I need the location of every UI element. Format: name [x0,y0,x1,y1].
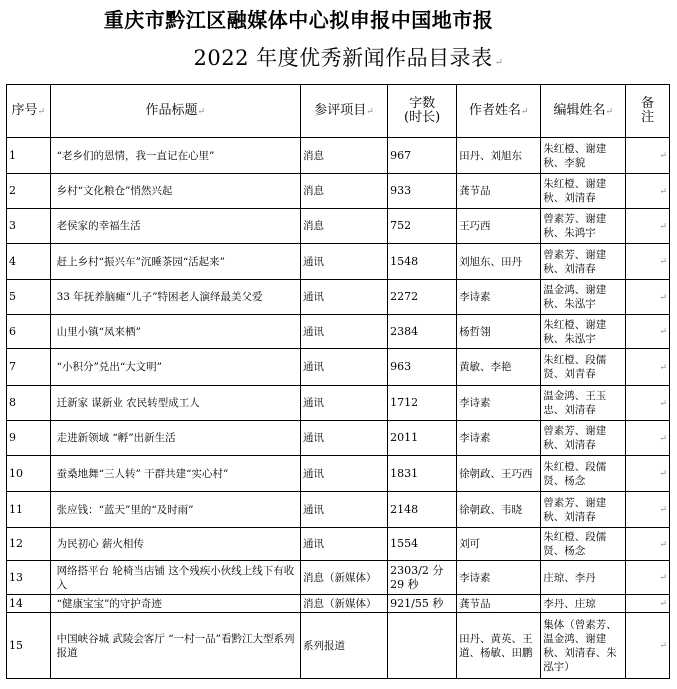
title-cell: “小积分”兑出“大文明” [50,349,300,386]
category-cell: 消息（新媒体） [300,595,387,613]
editors-cell: 温金鸿、王玉忠、刘清春 [541,386,626,421]
length-cell: 933 [388,174,457,209]
table-row [7,349,670,386]
editors-cell: 朱红橙、段儒贤、刘青春 [541,349,626,386]
category-cell: 通讯 [300,315,387,349]
seq-cell: 1 [7,138,51,174]
editors-cell: 温金鸿、谢建秋、朱泓宇 [541,280,626,315]
category-cell: 通讯 [300,528,387,561]
title-cell: 33 年抚养脑瘫“儿子”特困老人演绎最美父爱 [50,280,300,315]
table-row [7,613,670,679]
table-row [7,561,670,595]
notes-cell [626,421,670,456]
seq-cell: 3 [7,209,51,244]
authors-cell: 刘旭东、田丹 [457,244,541,280]
notes-cell [626,138,670,174]
category-cell: 消息 [300,209,387,244]
category-cell: 通讯 [300,421,387,456]
table-row [7,595,670,613]
seq-cell: 2 [7,174,51,209]
seq-cell: 13 [7,561,51,595]
header-editors: 编辑姓名↵ [541,85,626,138]
table-row [7,456,670,492]
category-cell: 消息（新媒体） [300,561,387,595]
title-cell: 中国峡谷城 武陵会客厅 “一村一品”看黔江大型系列报道 [50,613,300,679]
authors-cell: 王巧西 [457,209,541,244]
notes-cell [626,315,670,349]
authors-cell: 黄敏、李艳 [457,349,541,386]
notes-cell [626,209,670,244]
table-row [7,280,670,315]
header-authors: 作者姓名↵ [457,85,541,138]
authors-cell: 李诗素 [457,280,541,315]
paragraph-mark-icon: ↵ [659,641,667,651]
paragraph-mark-icon: ↵ [659,362,667,373]
paragraph-mark-icon: ↵ [659,186,667,197]
title-cell: 山里小镇“凤来栖” [50,315,300,349]
notes-cell [626,456,670,492]
seq-cell: 7 [7,349,51,386]
paragraph-mark-icon: ↵ [659,398,667,409]
document-title-line1: 重庆市黔江区融媒体中心拟申报中国地市报 [103,8,494,32]
category-cell: 通讯 [300,244,387,280]
notes-cell [626,386,670,421]
works-table [6,84,670,679]
length-cell: 2148 [388,492,457,528]
seq-cell: 15 [7,613,51,679]
paragraph-mark-icon: ↵ [659,573,667,583]
notes-cell [626,280,670,315]
authors-cell: 刘可 [457,528,541,561]
authors-cell: 徐朝政、王巧西 [457,456,541,492]
notes-cell [626,561,670,595]
header-seq: 序号↵ [7,85,51,138]
notes-cell [626,174,670,209]
length-cell: 963 [388,349,457,386]
length-cell: 1712 [388,386,457,421]
editors-cell: 朱红橙、谢建秋、刘清春 [541,174,626,209]
title-cell: 蚕桑地舞“三人转” 干群共建“实心村” [50,456,300,492]
authors-cell: 李诗素 [457,386,541,421]
authors-cell: 田丹、黄英、王道、杨敏、田鹏 [457,613,541,679]
paragraph-mark-icon: ↵ [659,257,667,267]
notes-cell [626,244,670,280]
editors-cell: 朱红橙、谢建秋、李貌 [541,138,626,174]
header-notes: 备 注 [626,85,670,138]
editors-cell: 朱红橙、段儒贤、杨念 [541,456,626,492]
table-row [7,315,670,349]
authors-cell: 杨哲翎 [457,315,541,349]
table-row [7,209,670,244]
length-cell: 921/55 秒 [388,595,457,613]
editors-cell: 曾素芳、谢建秋、刘清春 [541,492,626,528]
paragraph-mark-icon: ↵ [659,539,667,550]
table-row [7,492,670,528]
category-cell: 通讯 [300,456,387,492]
editors-cell: 朱红橙、段儒贤、杨念 [541,528,626,561]
category-cell: 通讯 [300,492,387,528]
table-row [7,528,670,561]
header-length: 字数 (时长) [388,85,457,138]
length-cell: 752 [388,209,457,244]
title-cell: 网络搭平台 轮椅当店铺 这个残疾小伙线上线下有收入 [50,561,300,595]
title-cell: 赶上乡村“振兴车”沉睡茶园“活起来” [50,244,300,280]
seq-cell: 5 [7,280,51,315]
editors-cell: 朱红橙、谢建秋、朱泓宇 [541,315,626,349]
header-title: 作品标题↵ [50,85,300,138]
paragraph-mark-icon: ↵ [659,327,667,337]
length-cell: 1831 [388,456,457,492]
seq-cell: 12 [7,528,51,561]
paragraph-mark-icon: ↵ [659,151,667,161]
document-title-line2: 2022 年度优秀新闻作品目录表 ↵ [193,46,504,70]
title-cell: 张应钱：“蓝天”里的“及时雨” [50,492,300,528]
table-row [7,386,670,421]
editors-cell: 曾素芳、谢建秋、刘清春 [541,244,626,280]
editors-cell: 庄琼、李丹 [541,561,626,595]
paragraph-mark-icon: ↵ [659,469,667,479]
paragraph-mark-icon: ↵ [659,292,667,303]
notes-cell [626,492,670,528]
table-row [7,174,670,209]
length-cell: 2303/2 分 29 秒 [388,561,457,595]
paragraph-mark-icon: ↵ [659,221,667,232]
seq-cell: 10 [7,456,51,492]
notes-cell [626,613,670,679]
length-cell: 2272 [388,280,457,315]
notes-cell [626,349,670,386]
seq-cell: 14 [7,595,51,613]
seq-cell: 9 [7,421,51,456]
title-cell: “老乡们的恩情，我一直记在心里” [50,138,300,174]
editors-cell: 曾素芳、谢建秋、刘清春 [541,421,626,456]
seq-cell: 6 [7,315,51,349]
table-row [7,244,670,280]
table-row [7,421,670,456]
category-cell: 通讯 [300,386,387,421]
length-cell: 967 [388,138,457,174]
seq-cell: 4 [7,244,51,280]
title-cell: 老侯家的幸福生活 [50,209,300,244]
notes-cell [626,528,670,561]
authors-cell: 李诗素 [457,421,541,456]
editors-cell: 曾素芳、谢建秋、朱鸿宇 [541,209,626,244]
length-cell [388,613,457,679]
seq-cell: 11 [7,492,51,528]
length-cell: 2011 [388,421,457,456]
length-cell: 1554 [388,528,457,561]
header-category: 参评项目↵ [300,85,387,138]
category-cell: 系列报道 [300,613,387,679]
category-cell: 消息 [300,138,387,174]
category-cell: 通讯 [300,280,387,315]
category-cell: 消息 [300,174,387,209]
table-row [7,138,670,174]
length-cell: 1548 [388,244,457,280]
paragraph-mark-icon: ↵ [494,57,504,68]
authors-cell: 龚节品 [457,595,541,613]
notes-cell [626,595,670,613]
editors-cell: 李丹、庄琼 [541,595,626,613]
title-cell: 为民初心 薪火相传 [50,528,300,561]
paragraph-mark-icon: ↵ [659,433,667,444]
authors-cell: 龚节品 [457,174,541,209]
title-cell: “健康宝宝”的守护奇迹 [50,595,300,613]
authors-cell: 徐朝政、韦晓 [457,492,541,528]
title-cell: 走进新领域 “孵”出新生活 [50,421,300,456]
title-cell: 迁新家 谋新业 农民转型成工人 [50,386,300,421]
authors-cell: 田丹、刘旭东 [457,138,541,174]
length-cell: 2384 [388,315,457,349]
title-cell: 乡村“文化粮仓”悄然兴起 [50,174,300,209]
editors-cell: 集体（曾素芳、温金鸿、谢建秋、刘清春、朱泓宇） [541,613,626,679]
category-cell: 通讯 [300,349,387,386]
header-row [7,85,670,138]
paragraph-mark-icon: ↵ [659,505,667,515]
seq-cell: 8 [7,386,51,421]
paragraph-mark-icon: ↵ [659,599,667,609]
authors-cell: 李诗素 [457,561,541,595]
